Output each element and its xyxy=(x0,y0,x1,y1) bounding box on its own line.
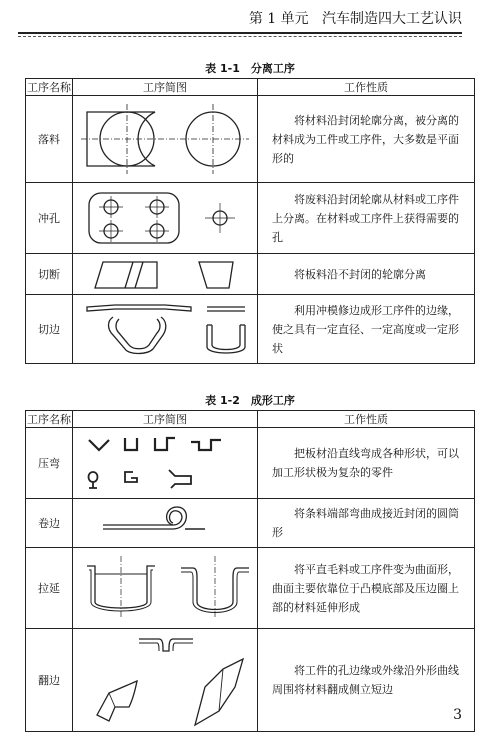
table-row xyxy=(26,548,475,629)
separation-process-table xyxy=(25,78,475,364)
table-row xyxy=(26,96,475,183)
process-description: 把板材沿直线弯成各种形状，可以加工形状极为复杂的零件 xyxy=(258,428,475,499)
col-header-name: 工序名称 xyxy=(26,411,73,428)
table-header-row xyxy=(26,411,475,428)
process-description: 将条料端部弯曲成接近封闭的圆筒形 xyxy=(258,499,475,548)
unit-label: 第 1 单元 xyxy=(248,11,309,27)
running-header xyxy=(249,8,462,28)
header-rule-dashed xyxy=(18,36,462,37)
process-name: 切断 xyxy=(26,254,73,295)
table-row xyxy=(26,629,475,732)
blanking-diagram xyxy=(73,96,258,183)
process-name: 切边 xyxy=(26,295,73,364)
table2-caption: 表 1-2 成形工序 xyxy=(205,394,295,407)
trimming-diagram xyxy=(73,295,258,364)
col-header-figure: 工序简图 xyxy=(73,79,258,96)
process-name: 卷边 xyxy=(26,499,73,548)
unit-title: 汽车制造四大工艺认识 xyxy=(322,11,462,27)
process-name: 落料 xyxy=(26,96,73,183)
bending-diagram xyxy=(73,428,258,499)
process-description: 将废料沿封闭轮廓从材料或工序件上分离。在材料或工序件上获得需要的孔 xyxy=(258,183,475,254)
col-header-figure: 工序简图 xyxy=(73,411,258,428)
cutting-diagram xyxy=(73,254,258,295)
table-row xyxy=(26,183,475,254)
table-row xyxy=(26,428,475,499)
process-description: 将平直毛料或工序件变为曲面形，曲面主要依靠位于凸模底部及压边圈上部的材料延伸形成 xyxy=(258,548,475,629)
process-name: 翻边 xyxy=(26,629,73,732)
process-description: 利用冲模修边成形工序件的边缘，使之具有一定直径、一定高度或一定形状 xyxy=(258,295,475,364)
page-number: 3 xyxy=(453,707,462,723)
punching-diagram xyxy=(73,183,258,254)
process-description: 将板料沿不封闭的轮廓分离 xyxy=(258,254,475,295)
process-name: 冲孔 xyxy=(26,183,73,254)
header-rule xyxy=(18,32,462,34)
flanging-diagram xyxy=(73,629,258,732)
deep-drawing-diagram xyxy=(73,548,258,629)
table1-caption: 表 1-1 分离工序 xyxy=(205,62,295,75)
table-row xyxy=(26,295,475,364)
table-row xyxy=(26,499,475,548)
forming-process-table xyxy=(25,410,475,732)
col-header-name: 工序名称 xyxy=(26,79,73,96)
process-description: 将工件的孔边缘或外缘沿外形曲线周围将材料翻成侧立短边 xyxy=(258,629,475,732)
process-name: 压弯 xyxy=(26,428,73,499)
table-row xyxy=(26,254,475,295)
process-name: 拉延 xyxy=(26,548,73,629)
curling-diagram xyxy=(73,499,258,548)
col-header-desc: 工作性质 xyxy=(258,411,475,428)
table-header-row xyxy=(26,79,475,96)
col-header-desc: 工作性质 xyxy=(258,79,475,96)
process-description: 将材料沿封闭轮廓分离，被分离的材料成为工件或工序件，大多数是平面形的 xyxy=(258,96,475,183)
